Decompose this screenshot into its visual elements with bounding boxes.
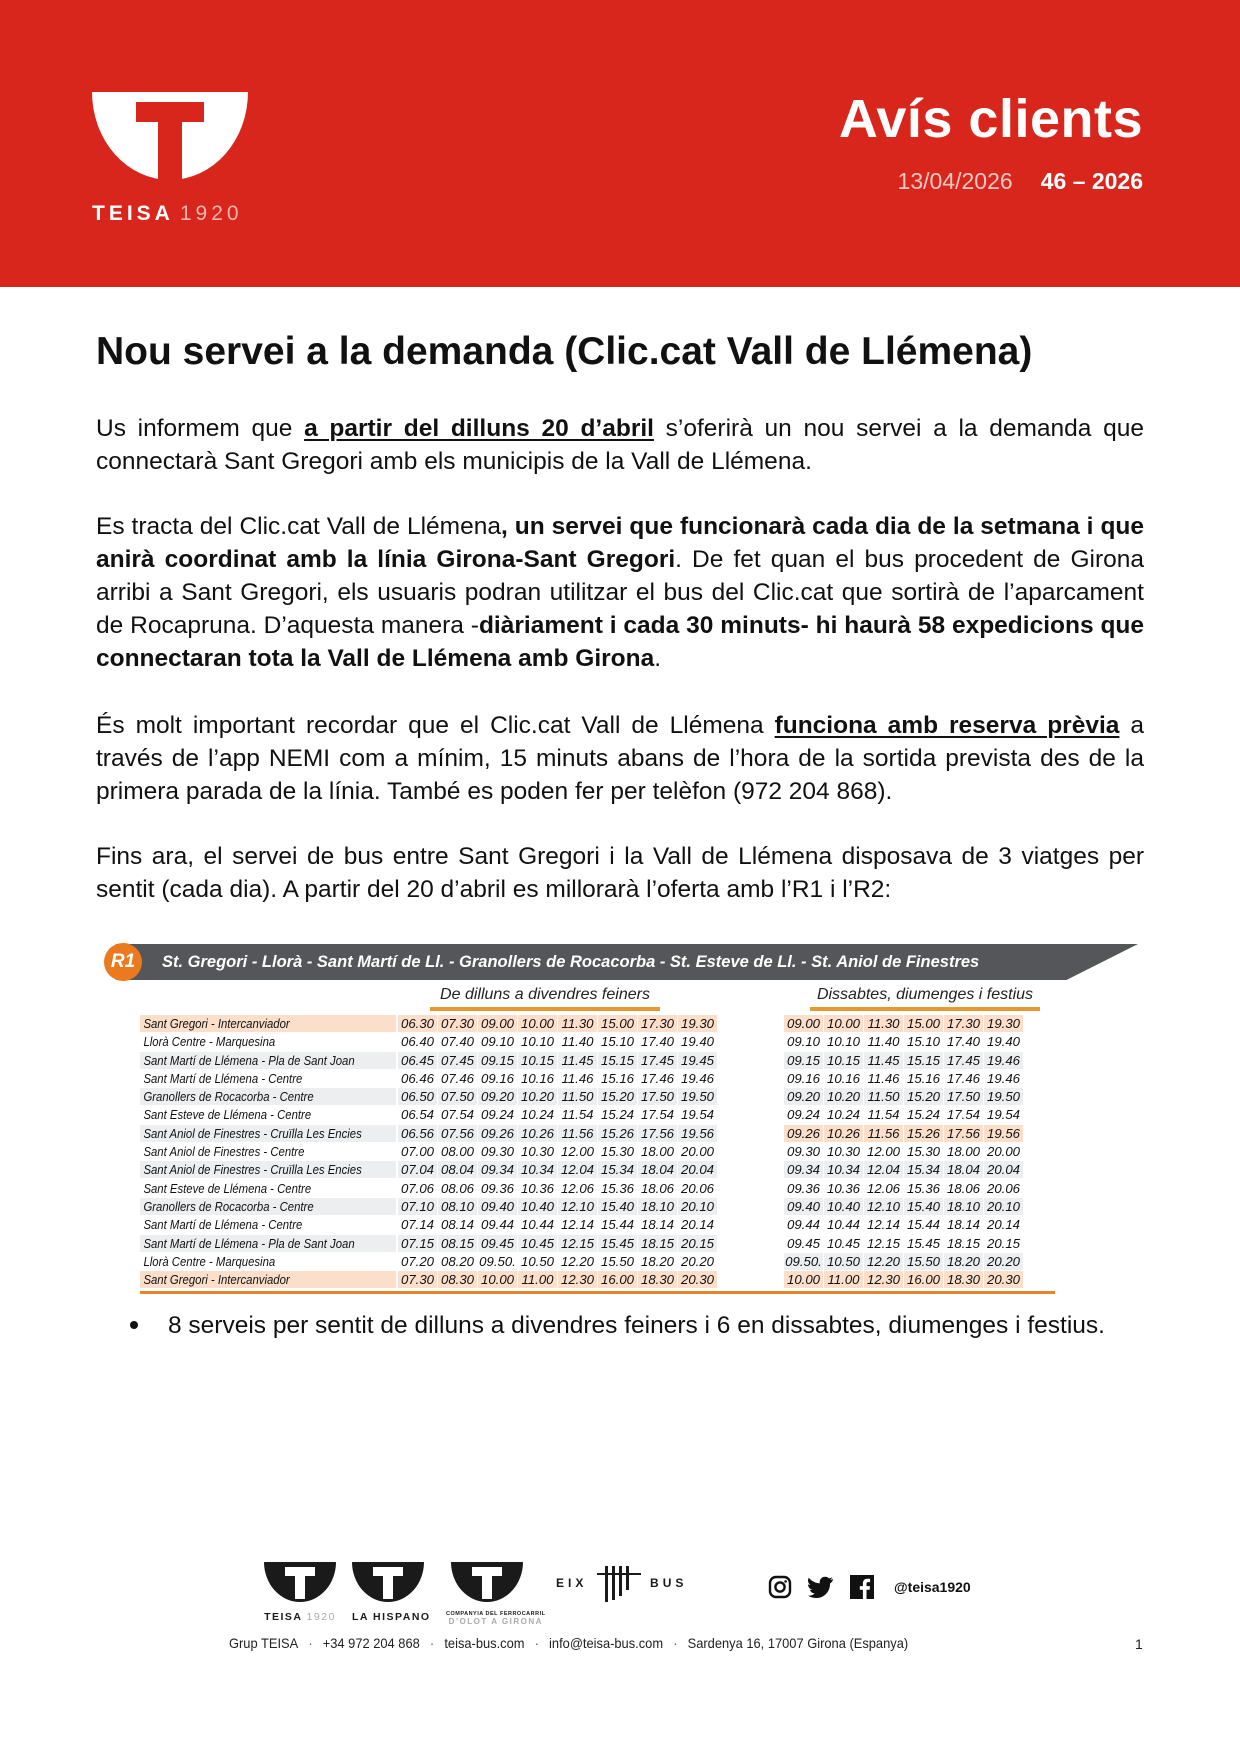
weekend-time: 18.14 [946,1217,980,1233]
weekend-time: 15.45 [906,1235,940,1251]
weekday-time: 07.30 [398,1271,437,1288]
weekday-time: 15.45 [598,1235,637,1252]
weekday-time: 16.00 [598,1271,637,1288]
weekend-time: 12.15 [866,1235,900,1251]
weekday-time: 07.40 [440,1034,474,1050]
weekend-time: 19.50 [984,1088,1023,1105]
weekend-group-underline [810,1007,1040,1011]
weekday-time: 20.14 [680,1217,714,1233]
weekend-time: 15.40 [904,1198,943,1215]
timetable [140,1015,1055,1289]
paragraph-service: Es tracta del Clic.cat Vall de Llémena, un servei que funcionarà cada dia de la setmana i que anirà coordinat amb la línia Girona-Sant Gregori. De fet quan el bus procedent de Girona arribi a Sant Gregori, els usuaris podran utilitzar el bus del Clic.cat que sortirà de l’aparcament de Rocapruna. D’aquesta manera -diàriament i cada 30 minuts- hi haurà 58 expedicions que connectaran tota la Vall de Llémena amb Girona. [96,513,1145,672]
timetable-row [140,1180,1055,1198]
weekday-time: 18.00 [640,1144,674,1160]
weekday-time: 07.20 [400,1253,434,1269]
weekday-time: 15.36 [600,1180,634,1196]
weekday-time: 10.44 [520,1217,554,1233]
weekday-time: 11.56 [558,1125,597,1142]
weekend-time: 15.16 [906,1070,940,1086]
timetable-row [140,1088,1055,1106]
route-name: St. Gregori - Llorà - Sant Martí de Ll. - Granollers de Rocacorba - St. Esteve de Ll. - St. Aniol de Finestres [162,953,980,971]
weekday-time: 07.04 [398,1161,437,1178]
weekday-time: 10.15 [518,1052,557,1069]
weekday-time: 20.30 [678,1271,717,1288]
weekday-time: 09.45 [478,1235,517,1252]
weekend-time: 09.45 [786,1235,820,1251]
weekend-time: 15.20 [904,1088,943,1105]
weekday-time: 19.45 [678,1052,717,1069]
weekend-time: 10.50 [824,1253,863,1270]
weekday-time: 12.14 [560,1217,594,1233]
weekday-time: 11.40 [561,1034,594,1050]
timetable-row [140,1070,1055,1088]
weekday-time: 08.20 [440,1253,474,1269]
weekend-time: 09.44 [786,1217,820,1233]
weekend-time: 19.56 [984,1125,1023,1142]
weekday-time: 12.20 [560,1253,594,1269]
stop-name: Sant Martí de Llémena - Pla de Sant Joan [143,1052,355,1068]
timetable-row [140,1143,1055,1161]
weekday-time: 10.34 [518,1161,557,1178]
weekday-time: 06.45 [398,1052,437,1069]
weekday-time: 15.40 [598,1198,637,1215]
weekend-time: 20.20 [984,1253,1023,1270]
weekday-time: 17.30 [638,1015,677,1032]
weekend-time: 12.30 [864,1271,903,1288]
weekday-time: 09.36 [480,1180,514,1196]
weekday-time: 08.00 [440,1144,474,1160]
paragraph-reservation: És molt important recordar que el Clic.cat Vall de Llémena funciona amb reserva prèvia a través de l’app NEMI com a mínim, 15 minuts abans de l’hora de la sortida prevista des de la primera parada de la línia. També es poden fer per telèfon (972 204 868). [96,712,1144,805]
weekend-time: 17.50 [944,1088,983,1105]
weekend-time: 10.30 [826,1144,860,1160]
weekday-time: 11.30 [558,1015,597,1032]
weekend-time: 17.56 [944,1125,983,1142]
footer-logo-eixbus: EIX BUS [556,1566,687,1602]
header-banner [0,0,1240,287]
weekday-time: 18.15 [638,1235,677,1252]
weekend-time: 10.10 [826,1034,860,1050]
weekday-time: 06.56 [398,1125,437,1142]
weekday-time: 11.00 [518,1271,557,1288]
weekend-time: 10.15 [824,1052,863,1069]
weekend-time: 19.40 [986,1034,1020,1050]
footer-address: Sardenya 16, 17007 Girona (Espanya) [687,1635,909,1651]
teisa-t-emblem-icon [92,92,248,188]
weekday-time: 11.46 [561,1070,594,1086]
weekday-time: 07.15 [398,1235,437,1252]
stop-name: Sant Martí de Llémena - Centre [143,1070,303,1086]
page-number: 1 [1135,1636,1143,1652]
weekday-time: 09.30 [480,1144,514,1160]
weekend-time: 10.00 [824,1015,863,1032]
weekend-time: 20.06 [986,1180,1020,1196]
stop-name: Sant Aniol de Finestres - Cruïlla Les Encies [143,1162,362,1178]
weekend-time: 18.00 [946,1144,980,1160]
weekday-time: 10.10 [520,1034,554,1050]
weekend-time: 09.40 [784,1198,823,1215]
weekday-time: 15.34 [598,1161,637,1178]
weekday-time: 12.06 [560,1180,594,1196]
weekend-time: 20.15 [986,1235,1020,1251]
weekday-time: 11.54 [561,1107,594,1123]
weekday-time: 20.15 [678,1235,717,1252]
weekday-time: 09.40 [478,1198,517,1215]
facebook-icon[interactable] [850,1575,874,1599]
weekday-time: 18.30 [638,1271,677,1288]
weekday-time: 19.56 [678,1125,717,1142]
instagram-icon[interactable] [768,1575,792,1599]
route-badge: R1 [104,943,142,981]
timetable-row [140,1033,1055,1051]
weekend-time: 10.40 [824,1198,863,1215]
footer-logo-olot-girona: COMPANYIA DEL FERROCARRIL D’OLOT A GIRONA [446,1562,545,1626]
weekday-time: 17.54 [640,1107,674,1123]
weekend-time: 18.20 [944,1253,983,1270]
weekday-time: 18.06 [640,1180,674,1196]
footer-phone[interactable]: +34 972 204 868 [322,1635,420,1651]
weekday-time: 08.04 [438,1161,477,1178]
social-links [768,1573,971,1601]
timetable-row [140,1015,1055,1033]
weekday-time: 07.14 [400,1217,434,1233]
timetable-row [140,1271,1055,1289]
weekday-time: 19.40 [680,1034,714,1050]
weekday-time: 09.20 [478,1088,517,1105]
weekday-time: 09.24 [480,1107,514,1123]
weekday-time: 08.30 [438,1271,477,1288]
weekday-time: 09.44 [480,1217,514,1233]
footer-email[interactable]: info@teisa-bus.com [549,1635,664,1651]
weekday-time: 18.04 [638,1161,677,1178]
weekend-time: 09.34 [784,1161,823,1178]
stop-name: Llorà Centre - Marquesina [143,1253,276,1269]
weekday-time: 15.15 [598,1052,637,1069]
weekend-time: 09.00 [784,1015,823,1032]
weekday-time: 06.40 [400,1034,434,1050]
weekend-time: 15.26 [904,1125,943,1142]
weekday-time: 19.54 [680,1107,714,1123]
weekend-time: 09.20 [784,1088,823,1105]
weekend-time: 09.26 [784,1125,823,1142]
footer-logo-hispano: LA HISPANO [352,1562,431,1623]
weekday-time: 18.20 [640,1253,674,1269]
weekday-time: 06.54 [400,1107,434,1123]
weekend-time: 11.46 [867,1070,900,1086]
page-title: Nou servei a la demanda (Clic.cat Vall de Llémena) [96,330,1033,373]
weekend-time: 19.46 [984,1052,1023,1069]
weekday-time: 09.50. [479,1253,516,1269]
weekday-group-label: De dilluns a divendres feiners [440,986,650,1003]
timetable-row [140,1235,1055,1253]
weekend-time: 10.20 [824,1088,863,1105]
notice-type-title: Avís clients [838,89,1143,149]
weekday-time: 08.15 [438,1235,477,1252]
stop-name: Sant Aniol de Finestres - Cruïlla Les Encies [143,1125,362,1141]
timetable-bottom-rule [140,1291,1055,1294]
weekend-time: 10.26 [824,1125,863,1142]
weekday-time: 07.45 [438,1052,477,1069]
weekend-time: 11.30 [864,1015,903,1032]
paragraph-intro: Us informem que a partir del dilluns 20 d’abril s’oferirà un nou servei a la demanda que connectarà Sant Gregori amb els municipis de la Vall de Llémena. [96,415,1144,475]
twitter-icon[interactable] [808,1576,834,1598]
weekday-time: 10.16 [520,1070,554,1086]
weekday-time: 09.26 [478,1125,517,1142]
weekday-time: 06.30 [398,1015,437,1032]
weekday-time: 06.50 [398,1088,437,1105]
stop-name: Sant Gregori - Intercanviador [143,1016,290,1031]
weekend-time: 11.40 [867,1034,900,1050]
weekday-time: 15.24 [600,1107,634,1123]
weekday-time: 09.00 [478,1015,517,1032]
weekday-time: 20.10 [678,1198,717,1215]
stop-name: Sant Martí de Llémena - Centre [143,1217,303,1233]
weekend-time: 10.44 [826,1217,860,1233]
weekend-time: 20.30 [984,1271,1023,1288]
weekday-time: 15.44 [600,1217,634,1233]
footer-company: Grup TEISA [229,1635,299,1651]
weekend-time: 17.45 [944,1052,983,1069]
weekday-time: 15.16 [600,1070,634,1086]
weekend-time: 09.36 [786,1180,820,1196]
timetable-row [140,1253,1055,1271]
weekday-time: 09.10 [480,1034,514,1050]
weekend-time: 16.00 [904,1271,943,1288]
weekend-time: 15.10 [906,1034,940,1050]
weekday-time: 20.04 [678,1161,717,1178]
weekday-time: 18.10 [638,1198,677,1215]
weekend-time: 12.14 [866,1217,900,1233]
stop-name: Sant Esteve de Llémena - Centre [143,1180,312,1196]
weekday-time: 07.46 [440,1070,474,1086]
weekday-time: 10.24 [520,1107,554,1123]
weekend-time: 12.00 [866,1144,900,1160]
weekend-time: 19.54 [986,1107,1020,1123]
weekend-time: 11.00 [824,1271,863,1288]
weekday-time: 07.54 [440,1107,474,1123]
weekday-time: 10.26 [518,1125,557,1142]
weekend-time: 19.30 [984,1015,1023,1032]
weekend-time: 12.06 [866,1180,900,1196]
weekday-time: 17.40 [640,1034,674,1050]
weekday-time: 10.50 [520,1253,554,1269]
weekend-time: 09.10 [786,1034,820,1050]
weekday-time: 17.45 [638,1052,677,1069]
weekend-time: 18.04 [944,1161,983,1178]
weekend-time: 09.24 [786,1107,820,1123]
weekday-time: 10.20 [518,1088,557,1105]
weekend-time: 18.15 [946,1235,980,1251]
weekend-time: 09.15 [784,1052,823,1069]
weekend-time: 09.16 [786,1070,820,1086]
paragraph-current-service: Fins ara, el servei de bus entre Sant Gregori i la Vall de Llémena disposava de 3 viatges per sentit (cada dia). A partir del 20 d’abril es millorarà l’oferta amb l’R1 i l’R2: [96,843,1144,903]
weekday-time: 07.10 [398,1198,437,1215]
weekday-time: 12.15 [558,1235,597,1252]
weekday-time: 07.56 [438,1125,477,1142]
weekend-time: 17.40 [946,1034,980,1050]
weekday-time: 07.06 [400,1180,434,1196]
weekend-time: 18.10 [944,1198,983,1215]
timetable-row [140,1125,1055,1143]
weekday-time: 15.26 [598,1125,637,1142]
hispano-emblem-icon [352,1562,424,1602]
weekend-time: 10.24 [826,1107,860,1123]
stop-name: Sant Gregori - Intercanviador [143,1272,290,1288]
weekday-time: 12.00 [560,1144,594,1160]
weekend-time: 15.36 [906,1180,940,1196]
stop-name: Granollers de Rocacorba - Centre [143,1089,314,1105]
stop-name: Sant Aniol de Finestres - Centre [143,1144,305,1160]
weekend-time: 20.00 [986,1144,1020,1160]
footer-logo-teisa: TEISA 1920 [264,1562,336,1623]
weekend-time: 10.16 [826,1070,860,1086]
weekend-time: 15.24 [906,1107,940,1123]
weekend-time: 19.46 [986,1070,1020,1086]
weekday-time: 18.14 [640,1217,674,1233]
weekday-time: 15.30 [600,1144,634,1160]
bullet-summary: 8 serveis per sentit de dilluns a divendres feiners i 6 en dissabtes, diumenges i festius. [130,1312,1105,1340]
weekday-time: 17.50 [638,1088,677,1105]
weekday-time: 17.46 [640,1070,674,1086]
weekend-time: 10.36 [826,1180,860,1196]
weekend-time: 10.34 [824,1161,863,1178]
weekend-time: 10.45 [826,1235,860,1251]
timetable-row [140,1216,1055,1234]
weekday-time: 10.45 [518,1235,557,1252]
weekend-time: 18.06 [946,1180,980,1196]
timetable-row [140,1052,1055,1070]
weekday-time: 10.40 [518,1198,557,1215]
weekend-group-label: Dissabtes, diumenges i festius [816,986,1034,1003]
weekend-time: 17.46 [946,1070,980,1086]
stop-name: Llorà Centre - Marquesina [143,1034,276,1050]
weekday-time: 10.36 [520,1180,554,1196]
weekend-time: 11.54 [867,1107,900,1123]
teisa-logo [92,92,248,226]
weekend-time: 15.50 [904,1253,943,1270]
weekend-time: 15.34 [904,1161,943,1178]
weekday-group-underline [430,1007,660,1011]
weekend-time: 20.14 [986,1217,1020,1233]
weekend-time: 11.56 [864,1125,903,1142]
weekend-time: 12.04 [864,1161,903,1178]
weekday-time: 08.06 [440,1180,474,1196]
weekday-time: 11.45 [558,1052,597,1069]
route-banner [104,944,1138,980]
weekday-time: 20.00 [680,1144,714,1160]
weekday-time: 17.56 [638,1125,677,1142]
teisa-emblem-icon [264,1562,336,1602]
weekend-time: 15.44 [906,1217,940,1233]
weekend-time: 12.20 [864,1253,903,1270]
weekday-time: 15.20 [598,1088,637,1105]
notice-date: 13/04/2026 [897,168,1013,194]
footer-contact: Grup TEISA · +34 972 204 868 · teisa-bus.com · info@teisa-bus.com · Sardenya 16, 17007 Girona (Espanya) [229,1635,909,1651]
stop-name: Sant Esteve de Llémena - Centre [143,1107,312,1123]
eixbus-bars-icon [597,1566,641,1602]
weekday-time: 15.50 [600,1253,634,1269]
weekday-time: 09.15 [478,1052,517,1069]
weekday-time: 10.00 [518,1015,557,1032]
weekend-time: 17.30 [944,1015,983,1032]
weekday-time: 08.10 [438,1198,477,1215]
stop-name: Sant Martí de Llémena - Pla de Sant Joan [143,1235,355,1251]
weekend-time: 11.45 [864,1052,903,1069]
teisa-logo-text: TEISA 1920 [92,202,243,225]
weekend-time: 20.04 [984,1161,1023,1178]
weekday-time: 07.30 [438,1015,477,1032]
weekend-time: 15.00 [904,1015,943,1032]
weekend-time: 15.15 [904,1052,943,1069]
notice-meta [898,168,1143,195]
weekday-time: 08.14 [440,1217,474,1233]
footer-website[interactable]: teisa-bus.com [444,1635,525,1651]
weekday-time: 15.10 [600,1034,634,1050]
weekday-time: 07.50 [438,1088,477,1105]
weekday-time: 10.00 [478,1271,517,1288]
weekend-time: 18.30 [944,1271,983,1288]
weekday-time: 09.34 [478,1161,517,1178]
weekend-time: 10.00 [784,1271,823,1288]
timetable-row [140,1161,1055,1179]
weekday-time: 15.00 [598,1015,637,1032]
weekday-time: 06.46 [400,1070,434,1086]
weekend-time: 09.50. [785,1253,822,1269]
weekday-time: 07.00 [400,1144,434,1160]
weekday-time: 10.30 [520,1144,554,1160]
weekday-time: 12.04 [558,1161,597,1178]
weekday-time: 12.10 [558,1198,597,1215]
weekend-time: 15.30 [906,1144,940,1160]
timetable-row [140,1198,1055,1216]
stop-name: Granollers de Rocacorba - Centre [143,1198,314,1214]
weekday-time: 12.30 [558,1271,597,1288]
weekend-time: 17.54 [946,1107,980,1123]
social-handle[interactable]: @teisa1920 [894,1579,971,1595]
weekday-time: 19.30 [678,1015,717,1032]
weekday-time: 19.50 [678,1088,717,1105]
weekday-time: 09.16 [480,1070,514,1086]
weekday-time: 20.06 [680,1180,714,1196]
weekend-time: 09.30 [786,1144,820,1160]
weekend-time: 11.50 [864,1088,903,1105]
weekday-time: 19.46 [680,1070,714,1086]
timetable-row [140,1106,1055,1124]
notice-number: 46 – 2026 [1040,168,1143,194]
weekend-time: 12.10 [864,1198,903,1215]
weekday-time: 20.20 [680,1253,714,1269]
weekend-time: 20.10 [984,1198,1023,1215]
olot-girona-emblem-icon [451,1562,523,1602]
weekday-time: 11.50 [558,1088,597,1105]
bullet-dot-icon [130,1321,138,1329]
